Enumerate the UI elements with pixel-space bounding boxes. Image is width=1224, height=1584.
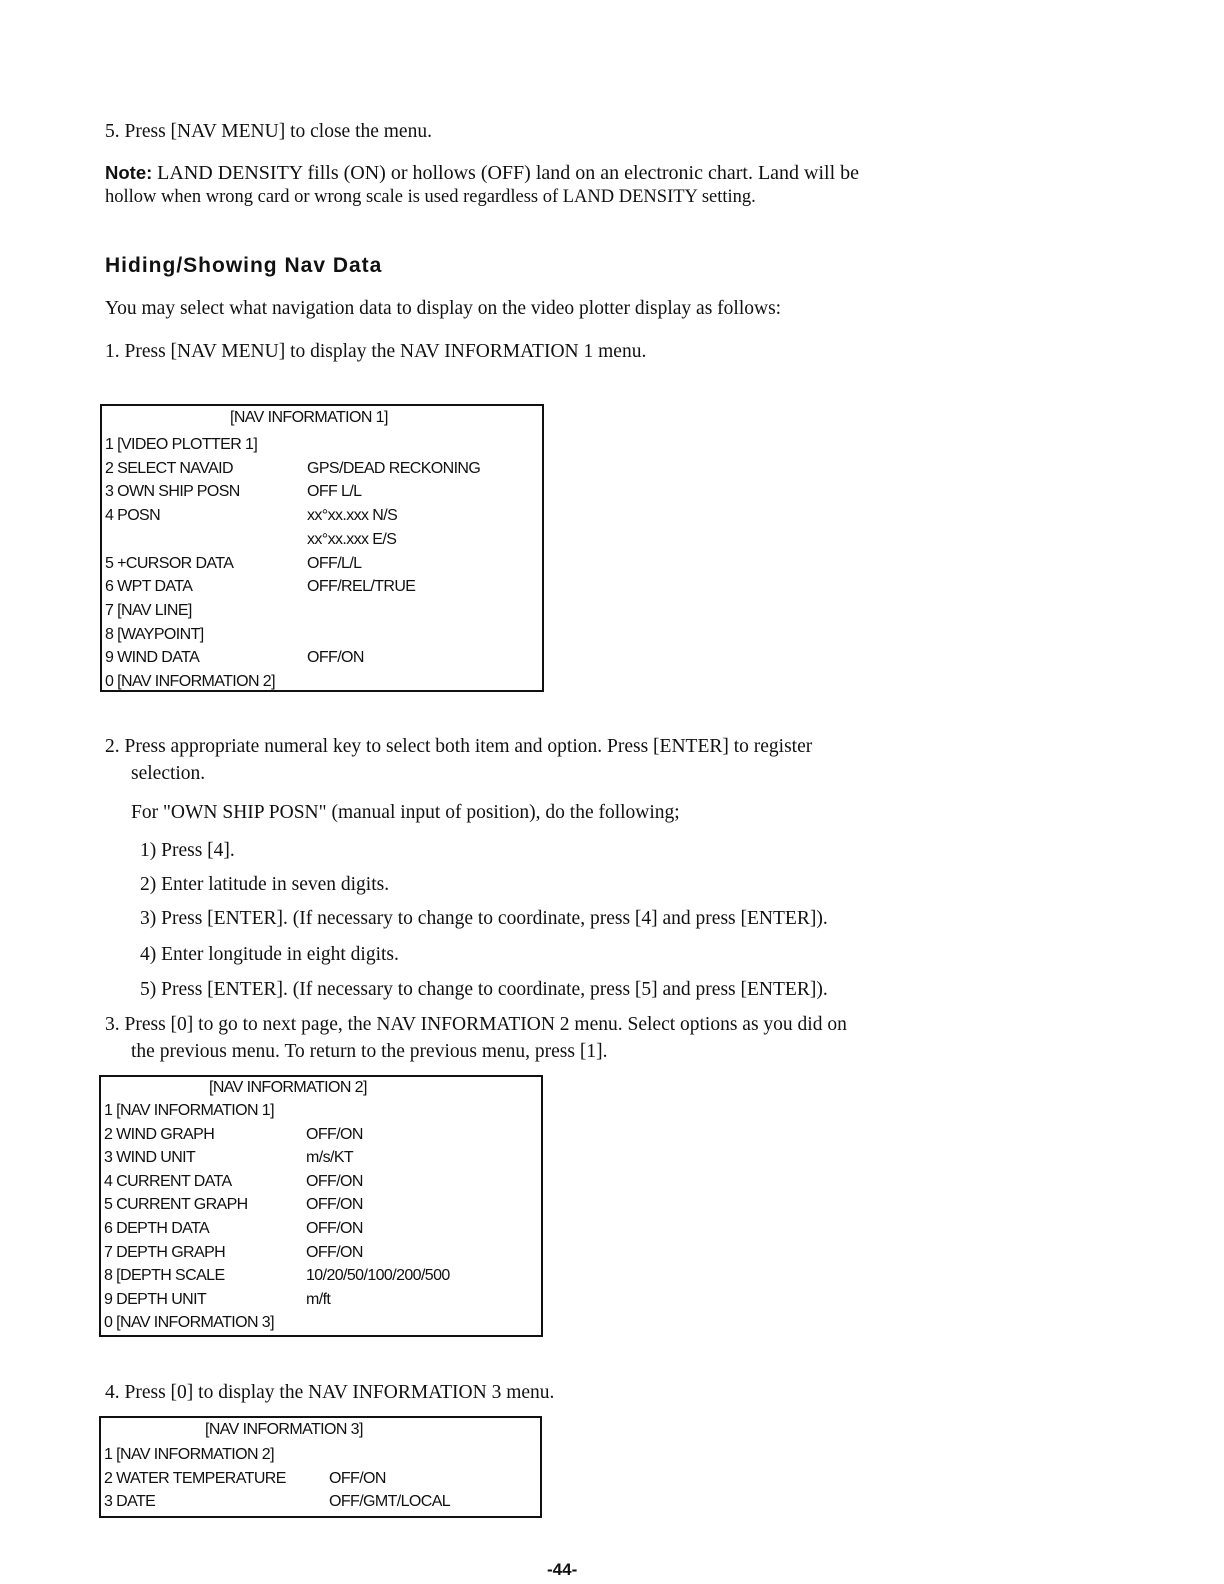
menu-item-option: m/ft bbox=[306, 1290, 331, 1308]
menu-item-option: OFF/ON bbox=[306, 1196, 363, 1214]
menu-row[interactable] bbox=[101, 1123, 541, 1147]
menu-row[interactable] bbox=[102, 504, 542, 528]
menu-row[interactable] bbox=[102, 528, 542, 552]
menu-item-option: 10/20/50/100/200/500 bbox=[306, 1267, 450, 1285]
substep-5: 5) Press [ENTER]. (If necessary to change to coordinate, press [5] and press [ENTER]). bbox=[140, 979, 828, 1000]
menu-row[interactable] bbox=[102, 646, 542, 670]
step-1: 1. Press [NAV MENU] to display the NAV INFORMATION 1 menu. bbox=[105, 341, 647, 362]
menu-item-label: 4 POSN bbox=[105, 507, 161, 525]
menu-item-label: 1 [NAV INFORMATION 2] bbox=[104, 1446, 274, 1463]
menu-item-option: m/s/KT bbox=[306, 1149, 354, 1167]
menu-item-label: 8 [WAYPOINT] bbox=[105, 625, 204, 643]
menu-row[interactable] bbox=[102, 670, 542, 694]
menu-row[interactable] bbox=[101, 1241, 541, 1265]
menu-item-label: 4 CURRENT DATA bbox=[104, 1172, 232, 1190]
menu-row[interactable] bbox=[102, 575, 542, 599]
menu-title: [NAV INFORMATION 2] bbox=[209, 1079, 367, 1096]
menu-item-option: xx°xx.xxx N/S bbox=[307, 507, 398, 525]
step-5: 5. Press [NAV MENU] to close the menu. bbox=[105, 121, 432, 142]
nav-information-2-menu bbox=[99, 1075, 543, 1337]
menu-item-label: 0 [NAV INFORMATION 3] bbox=[104, 1314, 274, 1332]
substep-4: 4) Enter longitude in eight digits. bbox=[140, 944, 399, 965]
page-number: -44- bbox=[547, 1560, 578, 1579]
menu-item-option: OFF/REL/TRUE bbox=[307, 578, 416, 596]
menu-item-label: 9 DEPTH UNIT bbox=[104, 1290, 207, 1308]
menu-item-option: OFF/ON bbox=[307, 649, 364, 667]
menu-row[interactable] bbox=[102, 433, 542, 457]
menu-row[interactable] bbox=[101, 1264, 541, 1288]
menu-item-label: 7 DEPTH GRAPH bbox=[104, 1243, 226, 1261]
menu-item-label: 3 OWN SHIP POSN bbox=[105, 483, 240, 501]
menu-item-label: 7 [NAV LINE] bbox=[105, 601, 192, 619]
menu-row[interactable] bbox=[102, 457, 542, 481]
menu-item-option: xx°xx.xxx E/S bbox=[307, 530, 397, 548]
nav-information-1-menu bbox=[100, 404, 544, 692]
menu-item-option: OFF/ON bbox=[306, 1220, 363, 1237]
menu-row[interactable] bbox=[102, 480, 542, 504]
menu-title: [NAV INFORMATION 1] bbox=[230, 409, 388, 426]
step-2-line-1: 2. Press appropriate numeral key to select both item and option. Press [ENTER] to register bbox=[105, 736, 813, 757]
menu-item-option: OFF/L/L bbox=[307, 554, 362, 572]
substep-1: 1) Press [4]. bbox=[140, 840, 235, 861]
menu-item-label: 0 [NAV INFORMATION 2] bbox=[105, 673, 275, 690]
step-3-line-1: 3. Press [0] to go to next page, the NAV INFORMATION 2 menu. Select options as you did on bbox=[105, 1014, 847, 1035]
menu-row[interactable] bbox=[102, 599, 542, 623]
note-line-2: hollow when wrong card or wrong scale is used regardless of LAND DENSITY setting. bbox=[105, 187, 756, 207]
menu-item-option: OFF L/L bbox=[307, 483, 362, 501]
menu-title: [NAV INFORMATION 3] bbox=[205, 1421, 363, 1438]
menu-row[interactable] bbox=[101, 1099, 541, 1123]
menu-item-label: 2 SELECT NAVAID bbox=[105, 459, 233, 477]
menu-row[interactable] bbox=[101, 1217, 541, 1241]
intro-text: You may select what navigation data to display on the video plotter display as follows: bbox=[105, 298, 782, 319]
menu-item-option: OFF/ON bbox=[306, 1243, 363, 1261]
section-heading: Hiding/Showing Nav Data bbox=[105, 254, 383, 277]
menu-row[interactable] bbox=[101, 1170, 541, 1194]
menu-item-label: 6 WPT DATA bbox=[105, 578, 193, 596]
menu-row[interactable] bbox=[101, 1311, 541, 1335]
menu-item-option: OFF/ON bbox=[306, 1172, 363, 1190]
menu-row[interactable] bbox=[101, 1443, 540, 1467]
menu-item-option: GPS/DEAD RECKONING bbox=[307, 459, 481, 477]
menu-item-label: 9 WIND DATA bbox=[105, 649, 200, 667]
menu-item-label: 5 CURRENT GRAPH bbox=[104, 1196, 248, 1214]
menu-row[interactable] bbox=[101, 1193, 541, 1217]
step-4: 4. Press [0] to display the NAV INFORMATION 3 menu. bbox=[105, 1382, 555, 1403]
menu-item-label: 2 WATER TEMPERATURE bbox=[104, 1469, 286, 1487]
menu-row[interactable] bbox=[101, 1146, 541, 1170]
menu-item-option: OFF/ON bbox=[306, 1125, 363, 1143]
note-line-1 bbox=[105, 162, 859, 185]
menu-item-label: 1 [VIDEO PLOTTER 1] bbox=[105, 436, 258, 453]
menu-item-option: OFF/ON bbox=[329, 1469, 386, 1487]
step-2-line-2: selection. bbox=[131, 763, 206, 784]
menu-row[interactable] bbox=[102, 623, 542, 647]
substep-3: 3) Press [ENTER]. (If necessary to change to coordinate, press [4] and press [ENTER]). bbox=[140, 908, 828, 929]
note-text-1: LAND DENSITY fills (ON) or hollows (OFF) land on an electronic chart. Land will be bbox=[157, 162, 860, 184]
menu-item-label: 5 +CURSOR DATA bbox=[105, 554, 234, 572]
note-label: Note: bbox=[105, 162, 153, 183]
menu-item-label: 3 WIND UNIT bbox=[104, 1149, 196, 1167]
menu-row[interactable] bbox=[102, 552, 542, 576]
menu-row[interactable] bbox=[101, 1467, 540, 1491]
menu-row[interactable] bbox=[101, 1288, 541, 1312]
step-2-for-line: For "OWN SHIP POSN" (manual input of position), do the following; bbox=[131, 802, 680, 823]
menu-row[interactable] bbox=[101, 1490, 540, 1514]
menu-item-label: 3 DATE bbox=[104, 1493, 156, 1510]
menu-item-label: 8 [DEPTH SCALE bbox=[104, 1267, 225, 1285]
menu-item-label: 1 [NAV INFORMATION 1] bbox=[104, 1102, 274, 1119]
menu-item-label: 6 DEPTH DATA bbox=[104, 1220, 210, 1237]
menu-item-label: 2 WIND GRAPH bbox=[104, 1125, 215, 1143]
nav-information-3-menu bbox=[99, 1416, 542, 1518]
step-3-line-2: the previous menu. To return to the previous menu, press [1]. bbox=[131, 1041, 608, 1062]
menu-item-option: OFF/GMT/LOCAL bbox=[329, 1493, 451, 1510]
substep-2: 2) Enter latitude in seven digits. bbox=[140, 874, 390, 895]
